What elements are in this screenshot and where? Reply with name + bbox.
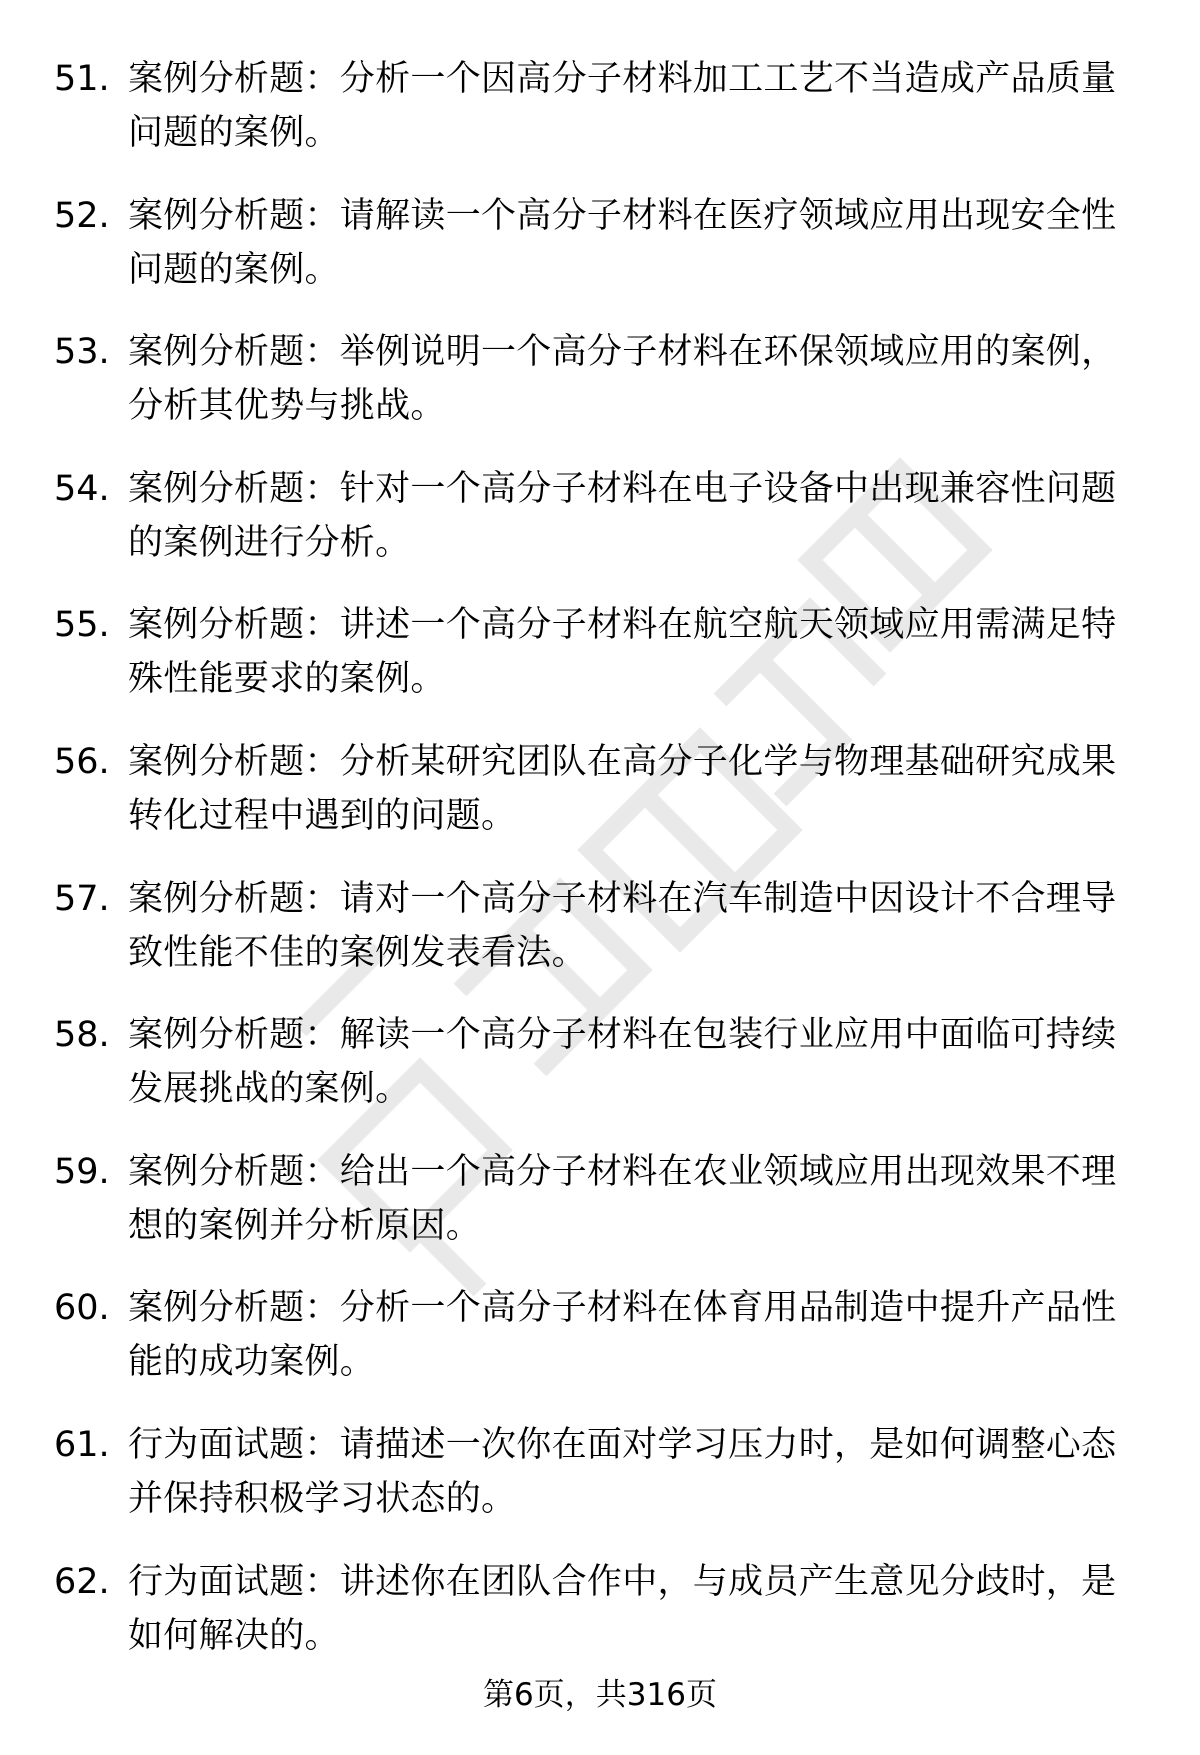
list-item: [0, 325, 1200, 443]
list-item: [0, 1418, 1200, 1536]
list-item: [0, 1555, 1200, 1673]
question-text: 案例分析题：分析一个高分子材料在体育用品制造中提升产品性能的成功案例。: [128, 1288, 1117, 1383]
question-text: 案例分析题：请解读一个高分子材料在医疗领域应用出现安全性问题的案例。: [128, 195, 1117, 290]
question-number: 54.: [54, 468, 110, 509]
question-number: 61.: [54, 1424, 110, 1465]
list-item: [0, 872, 1200, 990]
question-text: 案例分析题：解读一个高分子材料在包装行业应用中面临可持续发展挑战的案例。: [128, 1015, 1117, 1110]
question-number: 57.: [54, 878, 110, 919]
question-text: 案例分析题：讲述一个高分子材料在航空航天领域应用需满足特殊性能要求的案例。: [128, 605, 1117, 700]
question-text: 案例分析题：举例说明一个高分子材料在环保领域应用的案例，分析其优势与挑战。: [128, 332, 1117, 427]
question-number: 60.: [54, 1288, 110, 1329]
question-number: 53.: [54, 332, 110, 373]
question-text: 案例分析题：分析一个因高分子材料加工工艺不当造成产品质量问题的案例。: [128, 59, 1117, 153]
question-number: 56.: [54, 741, 110, 782]
question-text: 案例分析题：请对一个高分子材料在汽车制造中因设计不合理导致性能不佳的案例发表看法。: [128, 878, 1117, 973]
list-item: [0, 1281, 1200, 1399]
question-text: 行为面试题：讲述你在团队合作中，与成员产生意见分歧时，是如何解决的。: [128, 1561, 1117, 1656]
page-footer: 第6页，共316页: [483, 1677, 717, 1713]
list-item: [0, 189, 1200, 307]
question-number: 51.: [54, 59, 110, 99]
list-item: [0, 735, 1200, 853]
question-number: 62.: [54, 1561, 110, 1602]
question-number: 59.: [54, 1151, 110, 1192]
question-text: 案例分析题：分析某研究团队在高分子化学与物理基础研究成果转化过程中遇到的问题。: [128, 741, 1117, 836]
list-item: [0, 1145, 1200, 1263]
question-number: 58.: [54, 1015, 110, 1056]
list-item: [0, 1008, 1200, 1126]
question-number: 55.: [54, 605, 110, 646]
list-item: [0, 598, 1200, 716]
question-number: 52.: [54, 195, 110, 236]
question-list: [0, 52, 1200, 1691]
list-item: [0, 462, 1200, 580]
question-text: 案例分析题：给出一个高分子材料在农业领域应用出现效果不理想的案例并分析原因。: [128, 1151, 1117, 1246]
question-text: 案例分析题：针对一个高分子材料在电子设备中出现兼容性问题的案例进行分析。: [128, 468, 1117, 563]
list-item: [0, 52, 1200, 170]
question-text: 行为面试题：请描述一次你在面对学习压力时，是如何调整心态并保持积极学习状态的。: [128, 1424, 1117, 1519]
